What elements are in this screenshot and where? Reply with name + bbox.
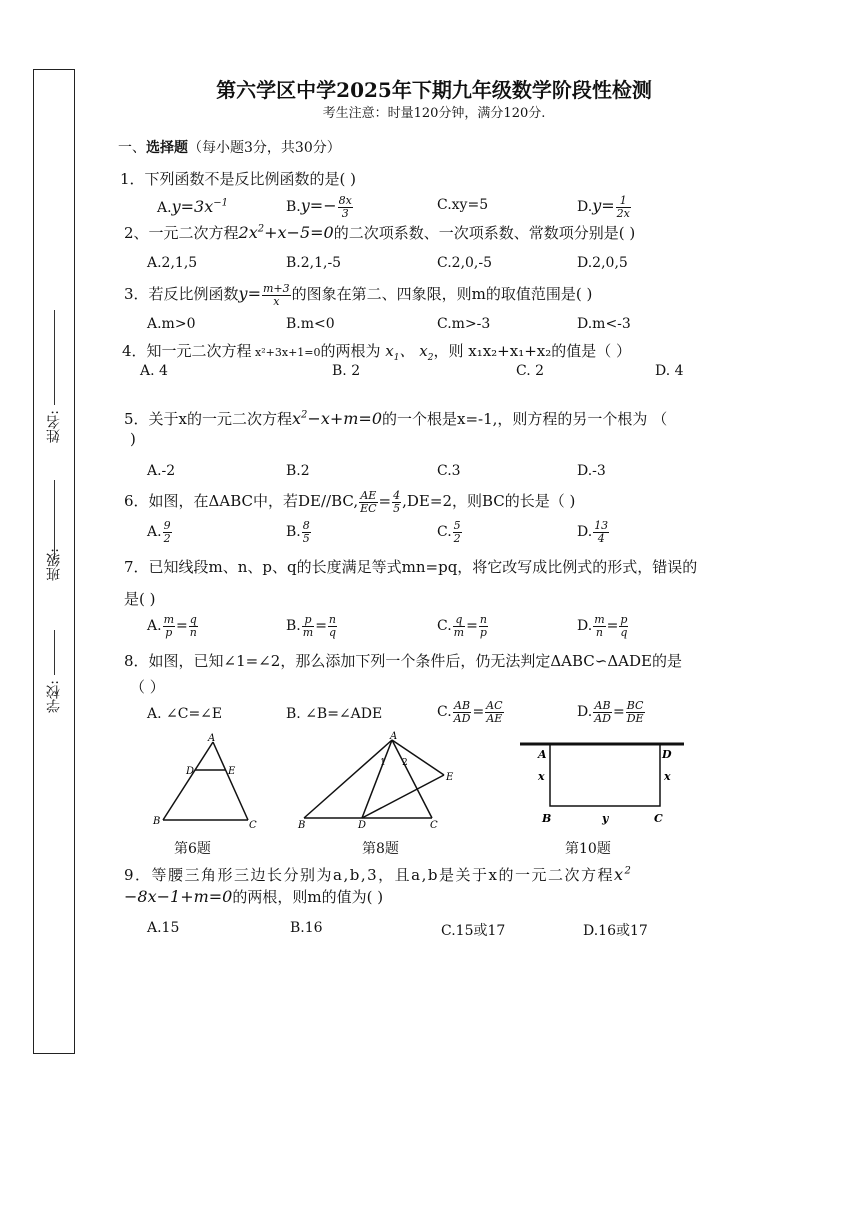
- q6-option-c: C. $\frac{5}{2}$: [437, 519, 461, 545]
- q6-option-a: A. $\frac{9}{2}$: [147, 519, 171, 545]
- q2-option-d: D.2,0,5: [577, 255, 628, 271]
- svg-text:2: 2: [402, 758, 408, 768]
- q5-option-c: C.3: [437, 463, 461, 479]
- q5-option-a: A.-2: [147, 463, 176, 479]
- svg-text:B: B: [542, 812, 552, 825]
- q8-option-a: A. ∠C=∠E: [147, 706, 223, 722]
- q1-stem: 1．下列函数不是反比例函数的是( ): [120, 170, 357, 188]
- section-name: 选择题: [146, 140, 188, 156]
- svg-text:A: A: [538, 748, 547, 761]
- q1-option-b: B.y=− $\frac{8x}{3}$: [286, 194, 352, 220]
- section-info: （每小题3分，共30分）: [188, 140, 341, 156]
- q8-option-c: C. $\frac{AB}{AD}$ = $\frac{AC}{AE}$: [437, 699, 503, 725]
- figure-q8: [296, 730, 456, 834]
- q5-stem-cont: ): [130, 430, 136, 448]
- q5-stem: 5．关于x的一元二次方程$x^2-x+m=0$的一个根是x=-1,，则方程的另一个根为 （: [124, 409, 668, 428]
- q7-option-d: D. $\frac{m}{n}$ = $\frac{p}{q}$: [577, 613, 628, 639]
- q1-option-d: D.y= $\frac{1}{2x}$: [577, 194, 630, 220]
- svg-text:C: C: [654, 812, 663, 825]
- section-heading: [118, 137, 341, 157]
- q2-option-b: B.2,1,-5: [286, 255, 342, 271]
- svg-text:D: D: [358, 820, 367, 831]
- q7-option-b: B. $\frac{p}{m}$ = $\frac{n}{q}$: [286, 613, 337, 639]
- svg-text:y: y: [602, 812, 609, 825]
- figure-caption-q8: 第8题: [362, 841, 399, 857]
- q8-stem: 8．如图，已知∠1=∠2，那么添加下列一个条件后，仍无法判定ΔABC∽ΔADE的是: [124, 652, 682, 670]
- q4-option-c: C. 2: [516, 363, 545, 379]
- q5-option-d: D.-3: [577, 463, 606, 479]
- q1-option-c: C.xy=5: [437, 197, 489, 213]
- q4-option-b: B. 2: [332, 363, 361, 379]
- svg-text:C: C: [430, 820, 438, 831]
- q2-option-c: C.2,0,-5: [437, 255, 493, 271]
- svg-text:1: 1: [380, 758, 386, 768]
- class-label: 班级:: [46, 548, 62, 581]
- school-line: [54, 630, 55, 675]
- q9-stem: 9．等腰三角形三边长分别为a,b,3，且a,b是关于x的一元二次方程$x^2$: [124, 865, 633, 884]
- figure-caption-q10: 第10题: [565, 841, 611, 857]
- page-title: 第六学区中学2025年下期九年级数学阶段性检测: [216, 78, 652, 102]
- q7-stem-cont: 是( ): [124, 590, 156, 608]
- figure-caption-q6: 第6题: [174, 841, 211, 857]
- q7-stem: 7．已知线段m、n、p、q的长度满足等式mn=pq，将它改写成比例式的形式，错误的: [124, 558, 698, 576]
- q8-stem-cont: （ ）: [130, 678, 165, 696]
- svg-text:A: A: [208, 733, 216, 744]
- svg-text:E: E: [446, 772, 454, 783]
- q9-option-c: C.15或17: [441, 923, 506, 939]
- q2-option-a: A.2,1,5: [147, 255, 198, 271]
- q4-option-a: A. 4: [140, 363, 168, 379]
- q3-option-c: C.m>-3: [437, 316, 491, 332]
- q8-option-d: D. $\frac{AB}{AD}$ = $\frac{BC}{DE}$: [577, 699, 644, 725]
- q9-stem-cont: −8x−1+m=0的两根，则m的值为( ): [124, 887, 384, 906]
- q8-option-b: B. ∠B=∠ADE: [286, 706, 383, 722]
- svg-text:D: D: [186, 766, 195, 777]
- q3-option-b: B.m<0: [286, 316, 335, 332]
- exam-note: 考生注意：时量120分钟，满分120分.: [322, 106, 546, 121]
- name-line: [54, 310, 55, 405]
- svg-text:D: D: [662, 748, 672, 761]
- q5-option-b: B.2: [286, 463, 310, 479]
- q9-option-d: D.16或17: [583, 923, 648, 939]
- q2-stem: 2、一元二次方程$2x^2+x-5=0$的二次项系数、一次项系数、常数项分别是( ): [124, 223, 636, 242]
- q4-stem: 4．知一元二次方程 x²+3x+1=0的两根为 $x_1$、 $x_2$，则 x₁x₂+x₁+x₂的值是（ ）: [122, 342, 632, 363]
- name-label: 姓名:: [46, 410, 62, 443]
- q7-option-c: C. $\frac{q}{m}$ = $\frac{n}{p}$: [437, 613, 487, 639]
- figure-q10: [518, 736, 688, 826]
- svg-text:E: E: [228, 766, 236, 777]
- q3-stem: 3．若反比例函数y= $\frac{m+3}{x}$ 的图象在第二、四象限，则m的取值范围是( ): [124, 282, 593, 308]
- q4-option-d: D. 4: [655, 363, 684, 379]
- svg-text:B: B: [298, 820, 306, 831]
- q3-option-d: D.m<-3: [577, 316, 631, 332]
- q6-stem: 6．如图，在ΔABC中，若DE//BC, $\frac{AE}{EC}$ = $\frac{4}{5}$ ,DE=2，则BC的长是（ ): [124, 489, 576, 515]
- q6-option-b: B. $\frac{8}{5}$: [286, 519, 310, 545]
- q6-option-d: D. $\frac{13}{4}$: [577, 519, 609, 545]
- q9-option-a: A.15: [147, 920, 180, 936]
- q1-option-a: $A.y=3x^{-1}$: [157, 197, 228, 216]
- figure-q6: [148, 732, 268, 832]
- q3-option-a: A.m>0: [147, 316, 196, 332]
- svg-text:x: x: [538, 770, 545, 783]
- svg-text:A: A: [390, 731, 398, 742]
- school-label: 学校:: [46, 680, 62, 713]
- q7-option-a: A. $\frac{m}{p}$ = $\frac{q}{n}$: [147, 613, 197, 639]
- section-number: 一、: [118, 140, 146, 156]
- svg-text:B: B: [153, 816, 161, 827]
- svg-text:x: x: [664, 770, 671, 783]
- q9-option-b: B.16: [290, 920, 323, 936]
- svg-text:C: C: [249, 820, 257, 831]
- binding-strip: [33, 69, 75, 1054]
